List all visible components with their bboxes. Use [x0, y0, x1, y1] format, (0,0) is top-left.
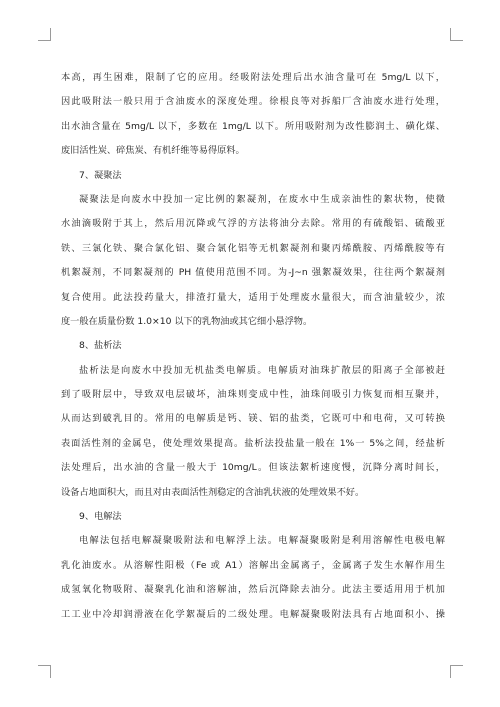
crop-mark-top-left	[38, 28, 51, 41]
text-line: 度一般在质量份数 1.0×10 以下的乳物油或其它细小悬浮物。	[61, 315, 313, 327]
text-line: 出水油含量在 5mg/L 以下，多数在 1mg/L 以下。所用吸附剂为改性膨润土、磺化煤、	[61, 120, 445, 132]
text-line: 复合使用。此法投药量大，排渣打量大，适用于处理废水量很大，而含油量较少，浓	[61, 291, 445, 303]
text-line: 乳化油废水。从溶解性阳极（Fe 或 A1）溶解出金属离子，金属离子发生水解作用生	[61, 559, 445, 571]
document-body	[61, 66, 445, 627]
text-line: 废旧活性炭、碎焦炭、有机纤维等易得原料。	[61, 145, 245, 157]
text-line: 本高，再生困难，限制了它的应用。经吸附法处理后出水油含量可在 5mg/L 以下，	[61, 72, 445, 83]
text-line: 机絮凝剂，不同絮凝剂的 PH 值使用范围不同。为-J~n 强絮凝效果，往往两个絮凝剂	[61, 267, 445, 279]
text-line: 工工业中冷却润滑液在化学絮凝后的二级处理。电解凝聚吸附法具有占地面积小、操	[61, 608, 445, 620]
text-line: 凝聚法是向废水中投加一定比例的絮凝剂，在废水中生成亲油性的絮状物，使微	[79, 193, 445, 205]
text-line: 电解法包括电解凝聚吸附法和电解浮上法。电解凝聚吸附是利用溶解性电极电解	[79, 535, 445, 547]
text-line: 因此吸附法一般只用于含油废水的深度处理。徐根良等对拆船厂含油废水进行处理，	[61, 96, 445, 108]
crop-mark-bottom-left	[38, 665, 51, 678]
text-line: 表面活性剂的金属皂，使处理效果提高。盐析法投盐量一般在 1%一 5%之间，经盐析	[61, 437, 445, 449]
crop-mark-top-right	[450, 28, 463, 41]
text-line: 到了吸附层中，导致双电层破坏，油珠则变成中性，油珠间吸引力恢复而相互聚并，	[61, 389, 445, 401]
crop-mark-bottom-right	[450, 665, 463, 678]
text-line: 从而达到破乳目的。常用的电解质是钙、镁、铝的盐类，它既可中和电荷，又可转换	[61, 413, 445, 425]
section-heading: 9、电解法	[79, 511, 122, 523]
text-line: 水油滴吸附于其上，然后用沉降或气浮的方法将油分去除。常用的有硫酸铝、硫酸亚	[61, 218, 445, 230]
text-line: 法处理后，出水油的含量一般大于 10mg/L。但该法絮析速度慢，沉降分离时间长，	[61, 462, 445, 474]
text-line: 铁、三氯化铁、聚合氯化铝、聚合氯化铝等无机絮凝剂和聚丙烯酰胺、丙烯酰胺等有	[61, 242, 445, 254]
text-line: 设备占地面积大，而且对由表面活性剂稳定的含油乳状液的处理效果不好。	[61, 486, 365, 498]
section-heading: 8、盐析法	[79, 340, 122, 352]
section-heading: 7、凝聚法	[79, 169, 122, 181]
text-line: 成氢氧化物吸附、凝聚乳化油和溶解油，然后沉降除去油分。此法主要适用用于机加	[61, 584, 445, 596]
text-line: 盐析法是向废水中投加无机盐类电解质。电解质对油珠扩散层的阳离子全部被赶	[79, 364, 445, 376]
